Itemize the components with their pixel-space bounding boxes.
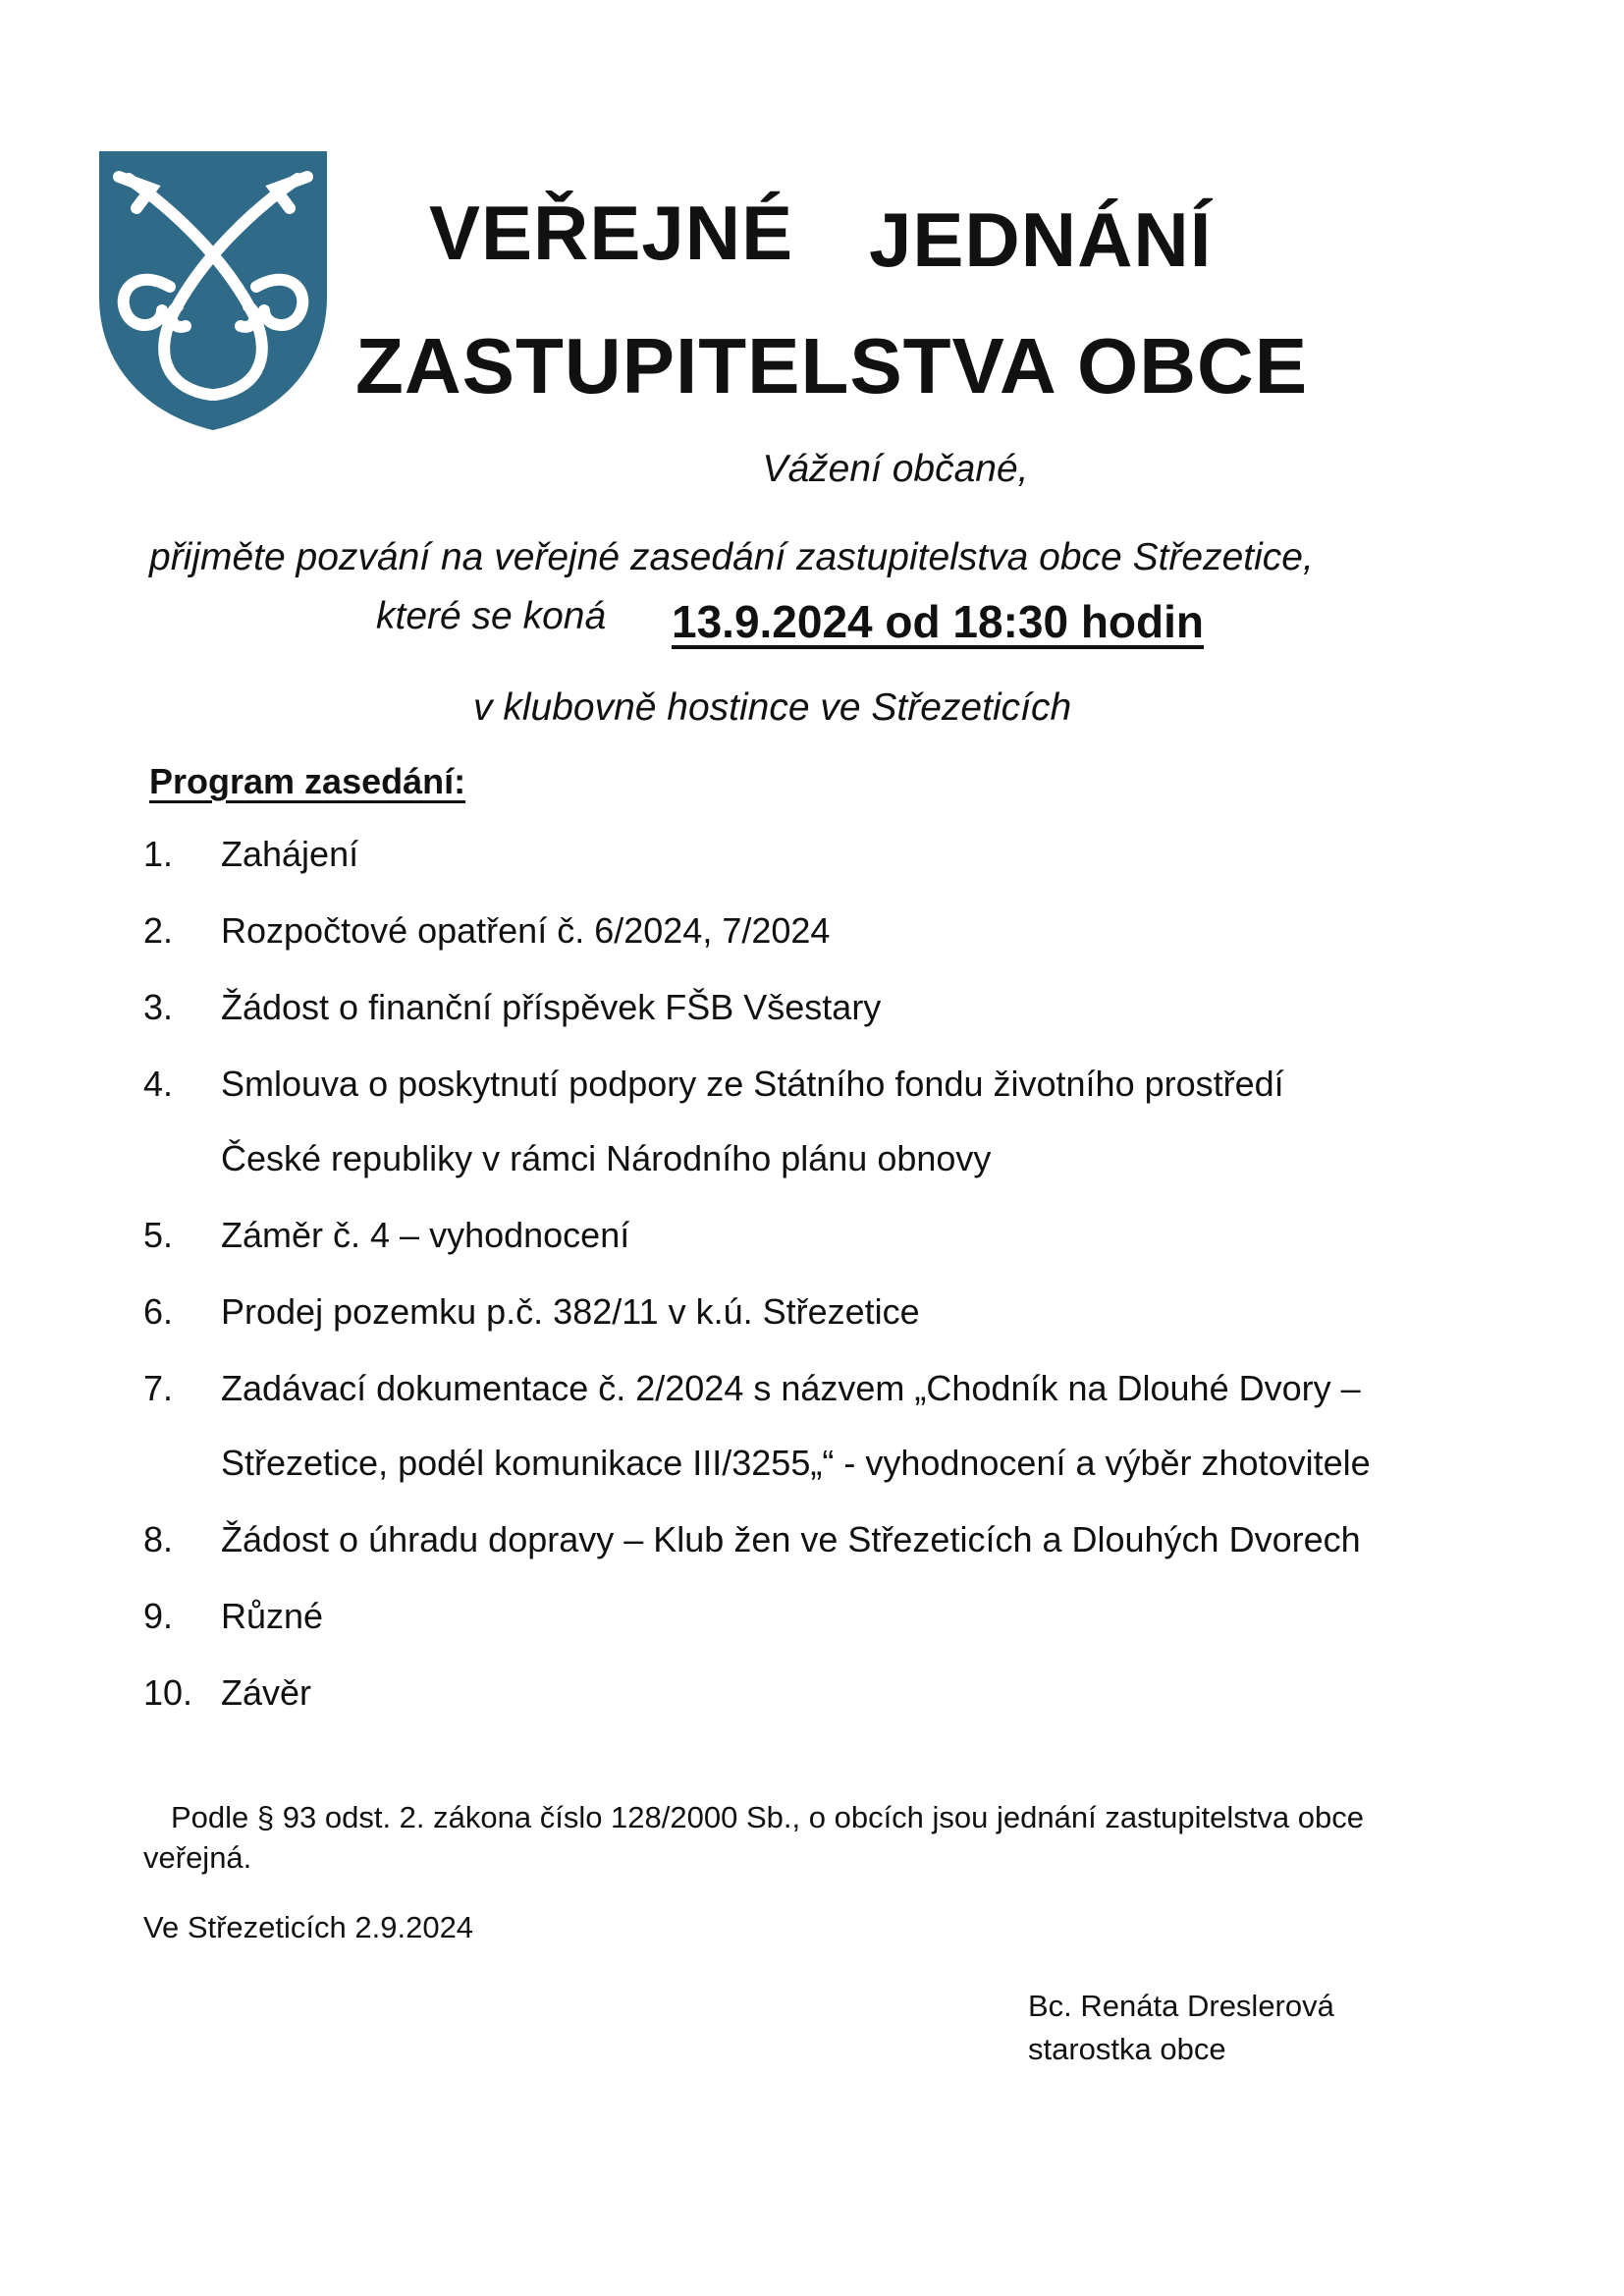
signatory-role: starostka obce: [1028, 2032, 1226, 2066]
agenda-item-text: Závěr: [221, 1672, 312, 1713]
legal-note-line2: veřejná.: [143, 1840, 252, 1875]
agenda-item-text: Záměr č. 4 – vyhodnocení: [221, 1215, 630, 1255]
agenda-item-number: 4.: [143, 1064, 174, 1104]
agenda-item: [143, 834, 1518, 874]
title-line1-right: JEDNÁNÍ: [869, 196, 1213, 283]
agenda-item-text: Smlouva o poskytnutí podpory ze Státního fondu životního prostředí: [221, 1064, 1284, 1104]
title-line1-left: VEŘEJNÉ: [429, 190, 794, 276]
agenda-item-text: Zadávací dokumentace č. 2/2024 s názvem „Chodník na Dlouhé Dvory –: [221, 1368, 1361, 1408]
agenda-item-number: 9.: [143, 1596, 174, 1636]
invitation-text: přijměte pozvání na veřejné zasedání zastupitelstva obce Střezetice,: [149, 536, 1314, 578]
signatory-name: Bc. Renáta Dreslerová: [1028, 1989, 1334, 2023]
meeting-lead-text: které se koná: [376, 595, 607, 637]
agenda-item-continuation: Střezetice, podél komunikace III/3255„“ - vyhodnocení a výběr zhotovitele: [221, 1443, 1371, 1483]
coat-of-arms-icon: [97, 149, 329, 432]
legal-note-line1: Podle § 93 odst. 2. zákona číslo 128/2000 Sb., o obcích jsou jednání zastupitelstva obce: [171, 1800, 1364, 1834]
agenda-item: [143, 1596, 1518, 1636]
agenda-item: [143, 1368, 1518, 1483]
coat-of-arms-svg: [97, 149, 329, 432]
agenda-item-number: 1.: [143, 834, 174, 874]
agenda-item-text: Prodej pozemku p.č. 382/11 v k.ú. Střezetice: [221, 1291, 920, 1332]
agenda-item-number: 8.: [143, 1519, 174, 1559]
agenda-item-number: 2.: [143, 910, 174, 951]
agenda-item-text: Žádost o finanční příspěvek FŠB Všestary: [221, 987, 882, 1027]
place-and-date: Ve Střezeticích 2.9.2024: [143, 1910, 474, 1944]
greeting: Vážení občané,: [762, 448, 1029, 490]
agenda-item-text: Žádost o úhradu dopravy – Klub žen ve Střezeticích a Dlouhých Dvorech: [221, 1519, 1361, 1559]
agenda-item-text: Zahájení: [221, 834, 359, 874]
agenda-list: [143, 834, 1518, 1713]
agenda-item: [143, 1519, 1518, 1559]
agenda-item: [143, 910, 1518, 951]
meeting-date-time: 13.9.2024 od 18:30 hodin: [672, 596, 1205, 647]
agenda-item: [143, 1291, 1518, 1332]
agenda-item-number: 7.: [143, 1368, 174, 1408]
agenda-item-text: Různé: [221, 1596, 324, 1636]
agenda-item-text: Rozpočtové opatření č. 6/2024, 7/2024: [221, 910, 831, 951]
agenda-item-number: 6.: [143, 1291, 174, 1332]
meeting-location: v klubovně hostince ve Střezeticích: [473, 686, 1072, 729]
agenda-item-continuation: České republiky v rámci Národního plánu obnovy: [221, 1138, 992, 1178]
program-heading: Program zasedání:: [149, 761, 466, 801]
agenda-item-number: 5.: [143, 1215, 174, 1255]
agenda-item: [143, 1066, 1518, 1176]
agenda-item: [143, 1215, 1518, 1255]
agenda-item: [143, 1672, 1518, 1713]
agenda-item: [143, 987, 1518, 1027]
agenda-item-number: 3.: [143, 987, 174, 1027]
title-line2: ZASTUPITELSTVA OBCE: [355, 322, 1309, 410]
agenda-item-number: 10.: [143, 1672, 193, 1713]
